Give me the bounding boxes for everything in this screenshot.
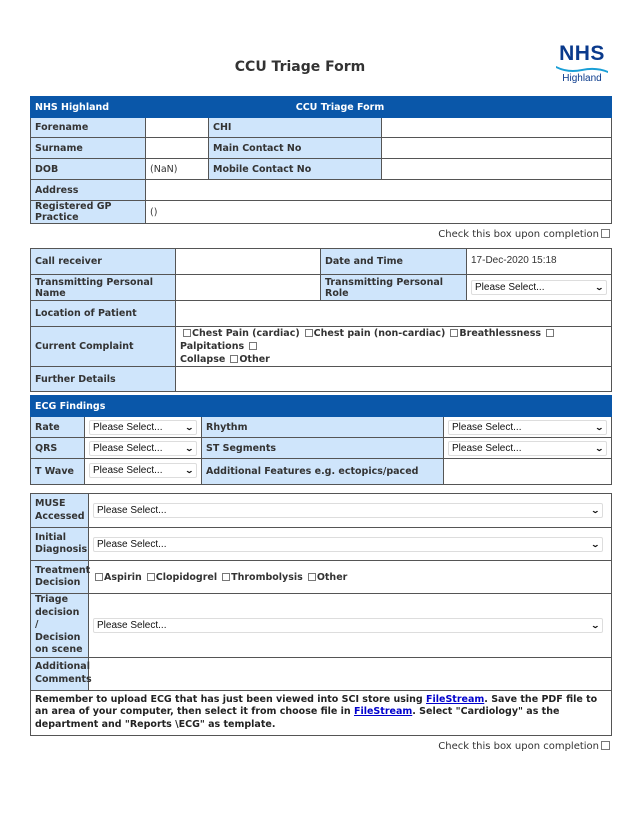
date-time-field[interactable]: 17-Dec-2020 15:18: [467, 249, 612, 275]
treatment-label: Treatment Decision: [31, 561, 89, 594]
t-wave-select[interactable]: [89, 463, 197, 478]
treatment-option-label: Other: [316, 571, 348, 583]
muse-select[interactable]: [93, 503, 603, 518]
header-form-title: CCU Triage Form: [209, 97, 382, 118]
complaint-option-label: Chest pain (non-cardiac): [313, 328, 446, 339]
decision-table: [30, 493, 612, 736]
additional-features-field[interactable]: [444, 459, 612, 485]
main-contact-label: Main Contact No: [209, 138, 382, 159]
completion-check-2: [438, 741, 610, 752]
t-wave-label: T Wave: [31, 459, 85, 485]
header-nhs-highland: NHS Highland: [31, 97, 209, 118]
mobile-contact-label: Mobile Contact No: [209, 159, 382, 180]
forename-label: Forename: [31, 118, 146, 138]
location-label: Location of Patient: [31, 301, 176, 327]
treatment-option-label: Thrombolysis: [231, 571, 303, 583]
forename-field[interactable]: [146, 118, 209, 138]
table-header-row: [31, 97, 612, 118]
gp-practice-field[interactable]: (): [146, 201, 612, 224]
complaint-option-label: Breathlessness: [459, 328, 542, 339]
rate-label: Rate: [31, 417, 85, 438]
nhs-highland-logo: [553, 44, 611, 84]
comments-field[interactable]: [89, 657, 612, 690]
gp-practice-label: Registered GP Practice: [31, 201, 146, 224]
further-details-label: Further Details: [31, 367, 176, 392]
chevron-down-icon: ⌄: [184, 443, 195, 453]
location-field[interactable]: [176, 301, 612, 327]
complaint-checkbox-chest-pain-cardiac[interactable]: [183, 329, 191, 337]
rhythm-label: Rhythm: [202, 417, 444, 438]
mobile-contact-field[interactable]: [382, 159, 612, 180]
chevron-down-icon: ⌄: [590, 539, 601, 549]
treatment-options: [89, 561, 612, 594]
complaint-option-label: Other: [239, 354, 270, 365]
initial-diagnosis-value: Please Select...: [97, 538, 167, 550]
patient-details-table: [30, 96, 612, 224]
treatment-checkbox-clopidogrel[interactable]: [147, 573, 155, 581]
completion-check-2-label: Check this box upon completion: [438, 741, 599, 752]
completion-checkbox-2[interactable]: [601, 741, 610, 750]
dob-label: DOB: [31, 159, 146, 180]
triage-label: Triage decision / Decision on scene: [31, 594, 89, 658]
complaint-checkbox-palpitations[interactable]: [546, 329, 554, 337]
treatment-checkbox-thrombolysis[interactable]: [222, 573, 230, 581]
complaint-option-label: Palpitations: [180, 341, 245, 352]
triage-value: Please Select...: [97, 619, 167, 631]
chevron-down-icon: ⌄: [595, 422, 605, 432]
qrs-label: QRS: [31, 438, 85, 459]
ecg-findings-header: ECG Findings: [31, 396, 612, 417]
transmitting-role-select[interactable]: [471, 280, 607, 295]
header-blank: [382, 97, 612, 118]
muse-value: Please Select...: [97, 505, 167, 516]
rhythm-value: Please Select...: [452, 421, 522, 433]
st-segments-select[interactable]: [448, 441, 607, 456]
transmitting-name-label: Transmitting Personal Name: [31, 275, 176, 301]
complaint-checkbox-chest-pain-non-cardiac[interactable]: [305, 329, 313, 337]
address-field[interactable]: [146, 180, 612, 201]
rhythm-select[interactable]: [448, 420, 607, 435]
main-contact-field[interactable]: [382, 138, 612, 159]
instructions-text: . Select "Cardiology" as the department and "Reports \ECG" as template.: [35, 706, 560, 730]
logo-region-text: Highland: [562, 73, 602, 84]
triage-select[interactable]: [93, 618, 603, 633]
surname-label: Surname: [31, 138, 146, 159]
comments-label: Additional Comments: [31, 657, 89, 690]
complaint-label: Current Complaint: [31, 327, 176, 367]
completion-check-1-label: Check this box upon completion: [438, 229, 599, 240]
filestream-link-2[interactable]: FileStream: [353, 706, 413, 717]
logo-nhs-text: NHS: [559, 42, 605, 65]
address-label: Address: [31, 180, 146, 201]
chevron-down-icon: ⌄: [595, 443, 605, 453]
t-wave-value: Please Select...: [93, 465, 163, 476]
ecg-findings-table: [30, 395, 612, 485]
further-details-field[interactable]: [176, 367, 612, 392]
chevron-down-icon: ⌄: [184, 422, 195, 432]
treatment-option-label: Aspirin: [104, 571, 142, 583]
upload-instructions: [31, 690, 612, 736]
chevron-down-icon: ⌄: [184, 466, 195, 475]
qrs-value: Please Select...: [93, 442, 163, 454]
rate-value: Please Select...: [93, 421, 163, 433]
transmitting-role-label: Transmitting Personal Role: [321, 275, 467, 301]
call-receiver-field[interactable]: [176, 249, 321, 275]
complaint-checkbox-other[interactable]: [230, 355, 238, 363]
page-title: CCU Triage Form: [234, 59, 366, 75]
chevron-down-icon: ⌄: [594, 283, 605, 292]
initial-diagnosis-select[interactable]: [93, 537, 603, 552]
chevron-down-icon: ⌄: [590, 506, 601, 515]
transmitting-name-field[interactable]: [176, 275, 321, 301]
qrs-select[interactable]: [89, 441, 197, 456]
date-time-label: Date and Time: [321, 249, 467, 275]
call-receiver-label: Call receiver: [31, 249, 176, 275]
st-segments-value: Please Select...: [452, 442, 522, 454]
completion-checkbox-1[interactable]: [601, 229, 610, 238]
complaint-options: [176, 327, 612, 367]
rate-select[interactable]: [89, 420, 197, 435]
complaint-option-label: Collapse: [180, 354, 226, 365]
transmitting-role-value: Please Select...: [475, 282, 545, 293]
complaint-option-label: Chest Pain (cardiac): [192, 328, 300, 339]
complaint-checkbox-collapse[interactable]: [249, 342, 257, 350]
dob-field[interactable]: (NaN): [146, 159, 209, 180]
additional-features-label: Additional Features e.g. ectopics/paced: [202, 459, 444, 485]
wave-icon: [555, 65, 609, 73]
call-details-table: [30, 248, 612, 392]
chi-label: CHI: [209, 118, 382, 138]
muse-label: MUSE Accessed: [31, 494, 89, 528]
instructions-text: Remember to upload ECG that has just been viewed into SCI store using: [35, 693, 426, 705]
filestream-link-1[interactable]: FileStream: [426, 693, 485, 705]
st-segments-label: ST Segments: [202, 438, 444, 459]
completion-check-1: [438, 229, 610, 240]
complaint-checkbox-breathlessness[interactable]: [450, 329, 458, 337]
surname-field[interactable]: [146, 138, 209, 159]
instructions-text: . Save the PDF file to an area of your computer, then select it from choose file in: [35, 693, 598, 717]
chi-field[interactable]: [382, 118, 612, 138]
initial-diagnosis-label: Initial Diagnosis: [31, 528, 89, 561]
treatment-checkbox-aspirin[interactable]: [95, 573, 103, 581]
treatment-option-label: Clopidogrel: [155, 571, 218, 583]
treatment-checkbox-other[interactable]: [308, 573, 316, 581]
chevron-down-icon: ⌄: [590, 620, 601, 630]
